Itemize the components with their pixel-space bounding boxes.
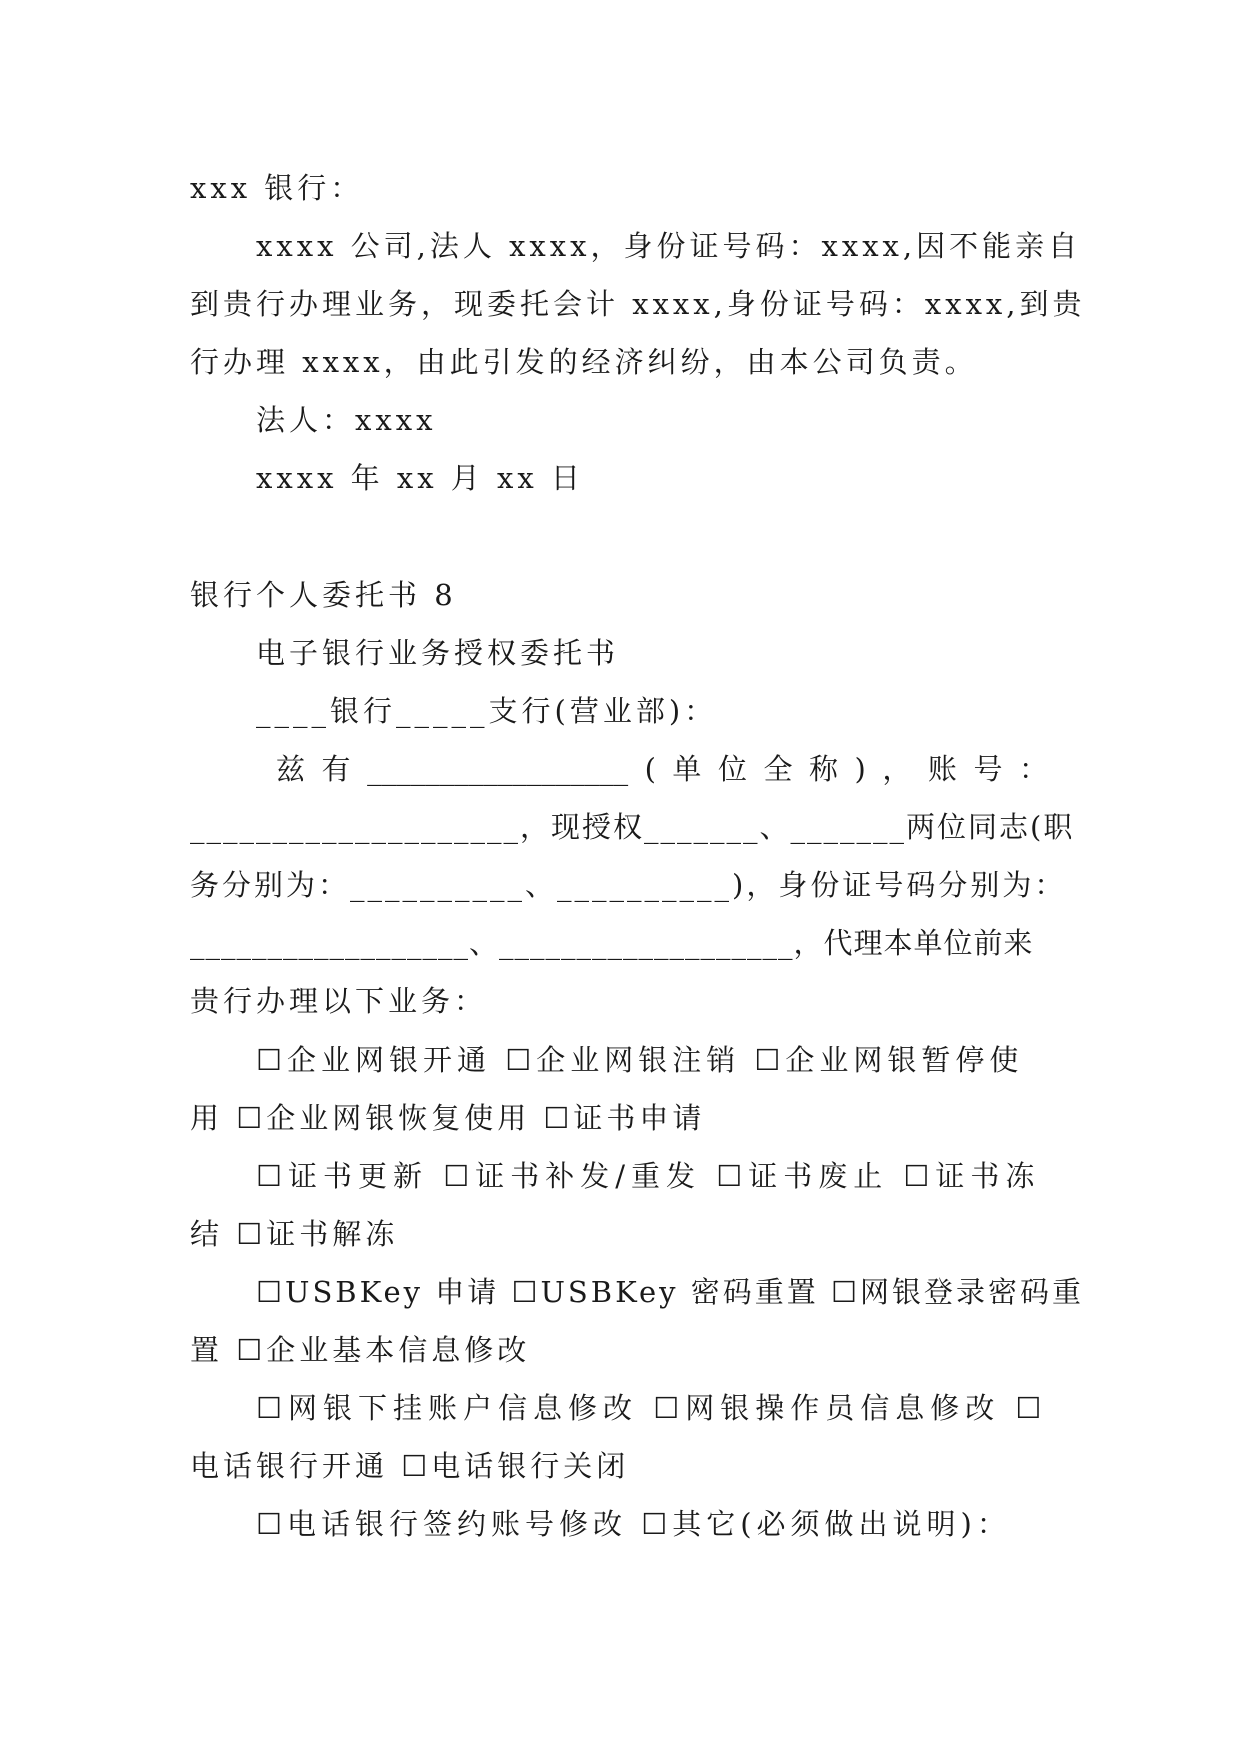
authorization-line: ____________________，现授权_______、_______两位同志(职 <box>190 810 1075 844</box>
option-line-6: 置 ☐企业基本信息修改 <box>190 1333 531 1367</box>
document-title: 电子银行业务授权委托书 <box>256 636 620 670</box>
letter-body-line-3: 行办理 xxxx，由此引发的经济纠纷，由本公司负责。 <box>190 345 978 379</box>
section-heading: 银行个人委托书 8 <box>190 578 457 612</box>
letter-date: xxxx 年 xx 月 xx 日 <box>256 461 584 495</box>
option-line-4: 结 ☐证书解冻 <box>190 1217 399 1251</box>
option-line-3: ☐证书更新 ☐证书补发/重发 ☐证书废止 ☐证书冻 <box>256 1159 1041 1193</box>
addressee-line: ____银行_____支行(营业部)： <box>256 694 718 728</box>
business-intro-line: 贵行办理以下业务： <box>190 984 488 1018</box>
unit-account-line: 兹 有 __________________ ( 单 位 全 称 ) ， 账 号 ： <box>276 752 1048 786</box>
option-line-2: 用 ☐企业网银恢复使用 ☐证书申请 <box>190 1101 706 1135</box>
letter-body-line-2: 到贵行办理业务，现委托会计 xxxx,身份证号码：xxxx,到贵 <box>190 287 1086 321</box>
option-line-7: ☐网银下挂账户信息修改 ☐网银操作员信息修改 ☐ <box>256 1391 1048 1425</box>
option-line-1: ☐企业网银开通 ☐企业网银注销 ☐企业网银暂停使 <box>256 1043 1024 1077</box>
option-line-8: 电话银行开通 ☐电话银行关闭 <box>190 1449 630 1483</box>
option-line-9: ☐电话银行签约账号修改 ☐其它(必须做出说明)： <box>256 1507 1011 1541</box>
letter-salutation: xxx 银行： <box>190 171 364 205</box>
letter-signature: 法人：xxxx <box>256 403 437 437</box>
letter-body-line-1: xxxx 公司,法人 xxxx，身份证号码：xxxx,因不能亲自 <box>256 229 1082 263</box>
option-line-5: ☐USBKey 申请 ☐USBKey 密码重置 ☐网银登录密码重 <box>256 1275 1084 1309</box>
position-line: 务分别为：__________、__________)，身份证号码分别为： <box>190 868 1067 902</box>
id-number-line: __________________、___________________，代理本单位前来 <box>190 926 1034 960</box>
